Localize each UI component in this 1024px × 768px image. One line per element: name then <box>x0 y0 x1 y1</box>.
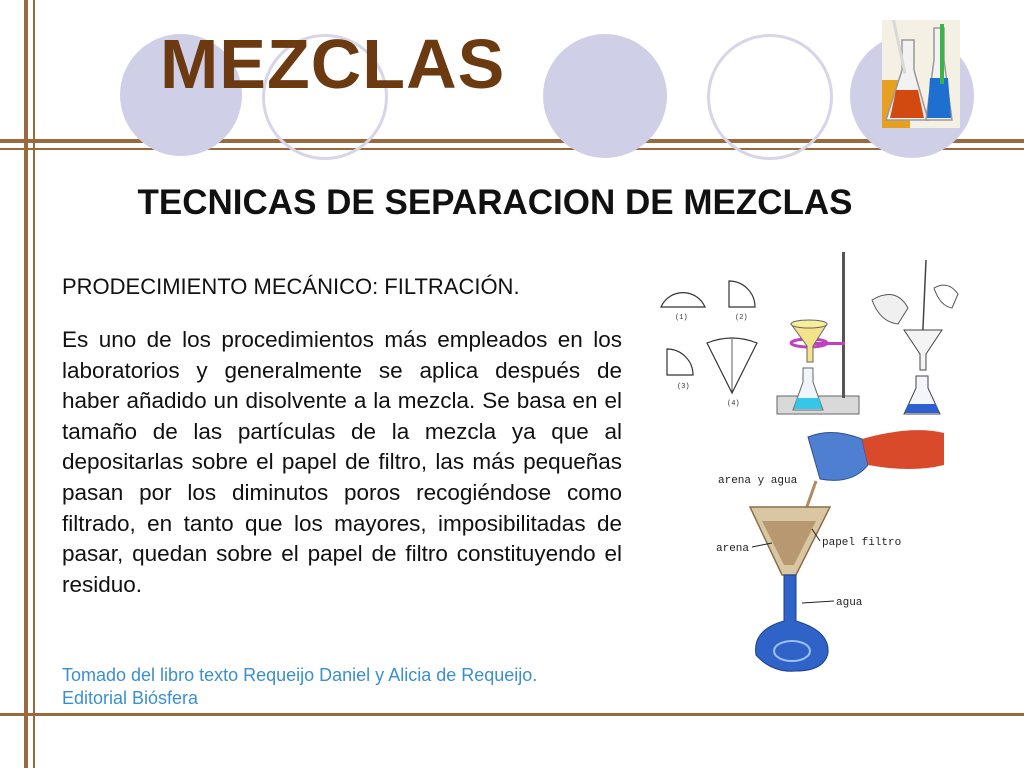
fold-step-1: (1) <box>675 314 688 322</box>
ring-stand-filtration-image <box>775 250 865 422</box>
section-heading: PRODECIMIENTO MECÁNICO: FILTRACIÓN. <box>62 274 520 299</box>
fold-step-3: (3) <box>677 383 690 391</box>
body-paragraph: Es uno de los procedimientos más empleados en los laboratorios y generalmente se aplica después de haber añadido un disolvente a la mezcla. Se basa en el tamaño de las partículas de la mezcla ya que al depositarlas sobre el papel de filtro, las más pequeñas pasan por los diminutos poros recogiéndose como filtrado, en tanto que los mayores, imposibilitadas de pasar, quedan sobre el papel de filtro constituyendo el residuo. <box>62 327 622 597</box>
label-filter-paper: papel filtro <box>822 537 902 549</box>
filter-paper-folding-diagram <box>655 275 765 410</box>
lab-flasks-image <box>882 20 960 128</box>
decor-circle <box>543 34 667 158</box>
slide-title: MEZCLAS <box>160 25 506 103</box>
source-citation <box>62 664 537 710</box>
slide-subtitle: TECNICAS DE SEPARACION DE MEZCLAS <box>137 183 853 222</box>
hand-filtration-image <box>868 258 960 420</box>
sand-water-filtration-image <box>712 425 952 675</box>
frame-vertical-line-thin <box>33 0 35 768</box>
source-line-2: Editorial Biósfera <box>62 688 199 708</box>
decor-ring <box>707 34 833 160</box>
frame-bottom-line <box>0 713 1024 716</box>
fold-step-2: (2) <box>735 314 748 322</box>
source-line-1: Tomado del libro texto Requeijo Daniel y Alicia de Requeijo. <box>62 665 538 685</box>
label-sand-water: arena y agua <box>718 475 798 487</box>
frame-vertical-line <box>24 0 28 768</box>
label-sand: arena <box>716 543 750 555</box>
label-water: agua <box>836 597 863 609</box>
fold-step-4: (4) <box>727 400 740 408</box>
